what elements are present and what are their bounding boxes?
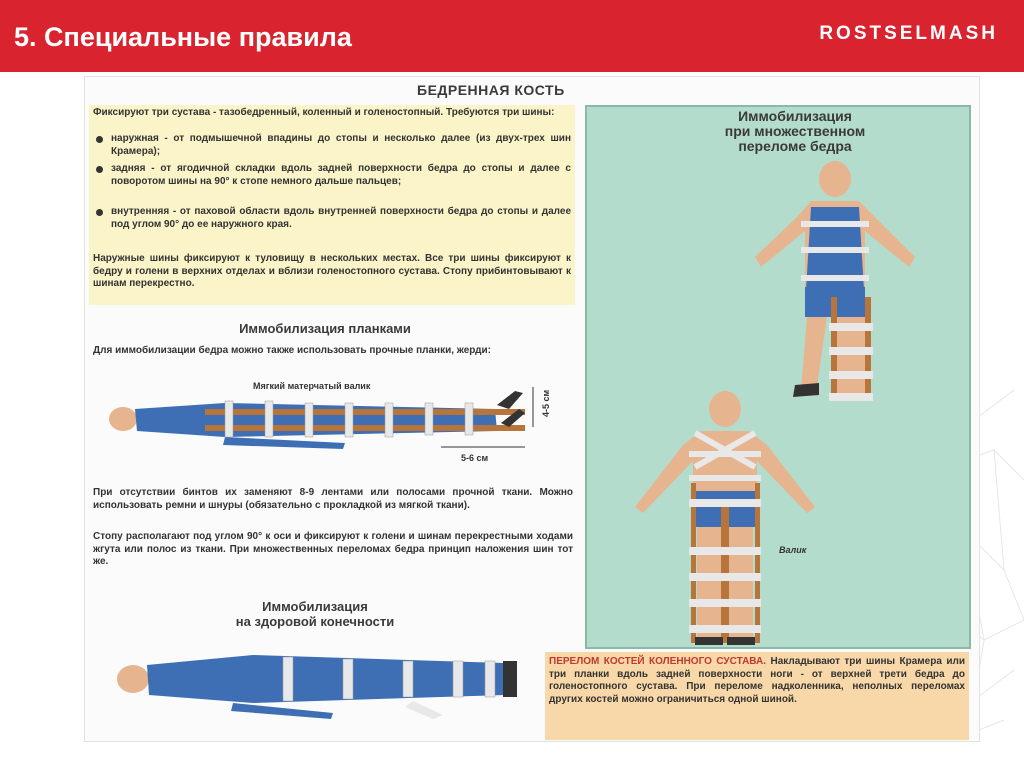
standing-figure-single-leg-illustration [715,157,955,407]
knee-fracture-text [549,656,965,706]
lying-figure-healthy-limb-illustration [113,643,523,721]
foot-text: Стопу располагают под углом 90° к оси и фиксируют к голени и шинам перекрестными ходами жгута или полос из ткани. При множественных переломах бедра принцип наложения шин тот же. [93,531,573,567]
header-bar [0,0,1024,72]
planks-text: Для иммобилизации бедра можно также использовать прочные планки, жерди: [93,345,491,356]
slide-title: 5. Специальные правила [14,22,352,52]
dimension-vertical-label: 4-5 см [541,389,551,417]
bullet-icon [96,209,103,216]
bullet-item: внутренняя - от паховой области вдоль внутренней поверхности бедра до стопы и далее под углом 90° до ее наружного края. [93,206,571,231]
knee-fracture-heading: ПЕРЕЛОМ КОСТЕЙ КОЛЕННОГО СУСТАВА. [549,656,767,667]
knee-fracture-body: Накладывают три шины Крамера или три планки вдоль задней поверхности ноги - от верхней трети бедра до голеностопного сустава. При переломе надколенника, неполных переломах других костей можно ограничиться одной шиной. [549,656,966,705]
multiple-fracture-title-line1: Иммобилизация [738,108,852,124]
healthy-limb-heading-line1: Иммобилизация [262,599,368,614]
healthy-limb-heading-line2: на здоровой конечности [235,614,395,629]
poster-title: БЕДРЕННАЯ КОСТЬ [417,82,565,98]
valik-label: Валик [779,545,807,555]
bullet-icon [96,136,103,143]
planks-heading: Иммобилизация планками [239,321,411,336]
bullet-item: наружная - от подмышечной впадины до стопы и несколько далее (из двух-трех шин Крамера); [93,133,571,158]
roll-label: Мягкий матерчатый валик [253,381,371,391]
note-text: Наружные шины фиксируют к туловищу в нескольких местах. Все три шины фиксируют к бедру и голени в верхних отделах и вблизи голеностопного сустава. Стопу прибинтовывают к шинам перекрестно. [93,253,571,289]
multiple-fracture-title-line3: переломе бедра [738,138,852,154]
multiple-fracture-title-line2: при множественном [724,123,866,139]
ribbons-text: При отсутствии бинтов их заменяют 8-9 лентами или полосами прочной ткани. Можно использовать ремни и шнуры (обязательно с прокладкой из мягкой ткани). [93,487,573,511]
dimension-horizontal-label: 5-6 см [461,453,489,463]
poster [84,76,980,742]
brand-logo: ROSTSELMASH [819,23,998,44]
intro-text: Фиксируют три сустава - тазобедренный, коленный и голеностопный. Требуются три шины: [93,107,555,118]
bullet-item: задняя - от ягодичной складки вдоль задней поверхности бедра до стопы и далее с поворотом шины на 90° к стопе немного дальше пальцев; [93,163,571,188]
bullet-icon [96,166,103,173]
lying-figure-planks-illustration [105,387,545,457]
standing-figure-both-legs-illustration [605,387,845,647]
